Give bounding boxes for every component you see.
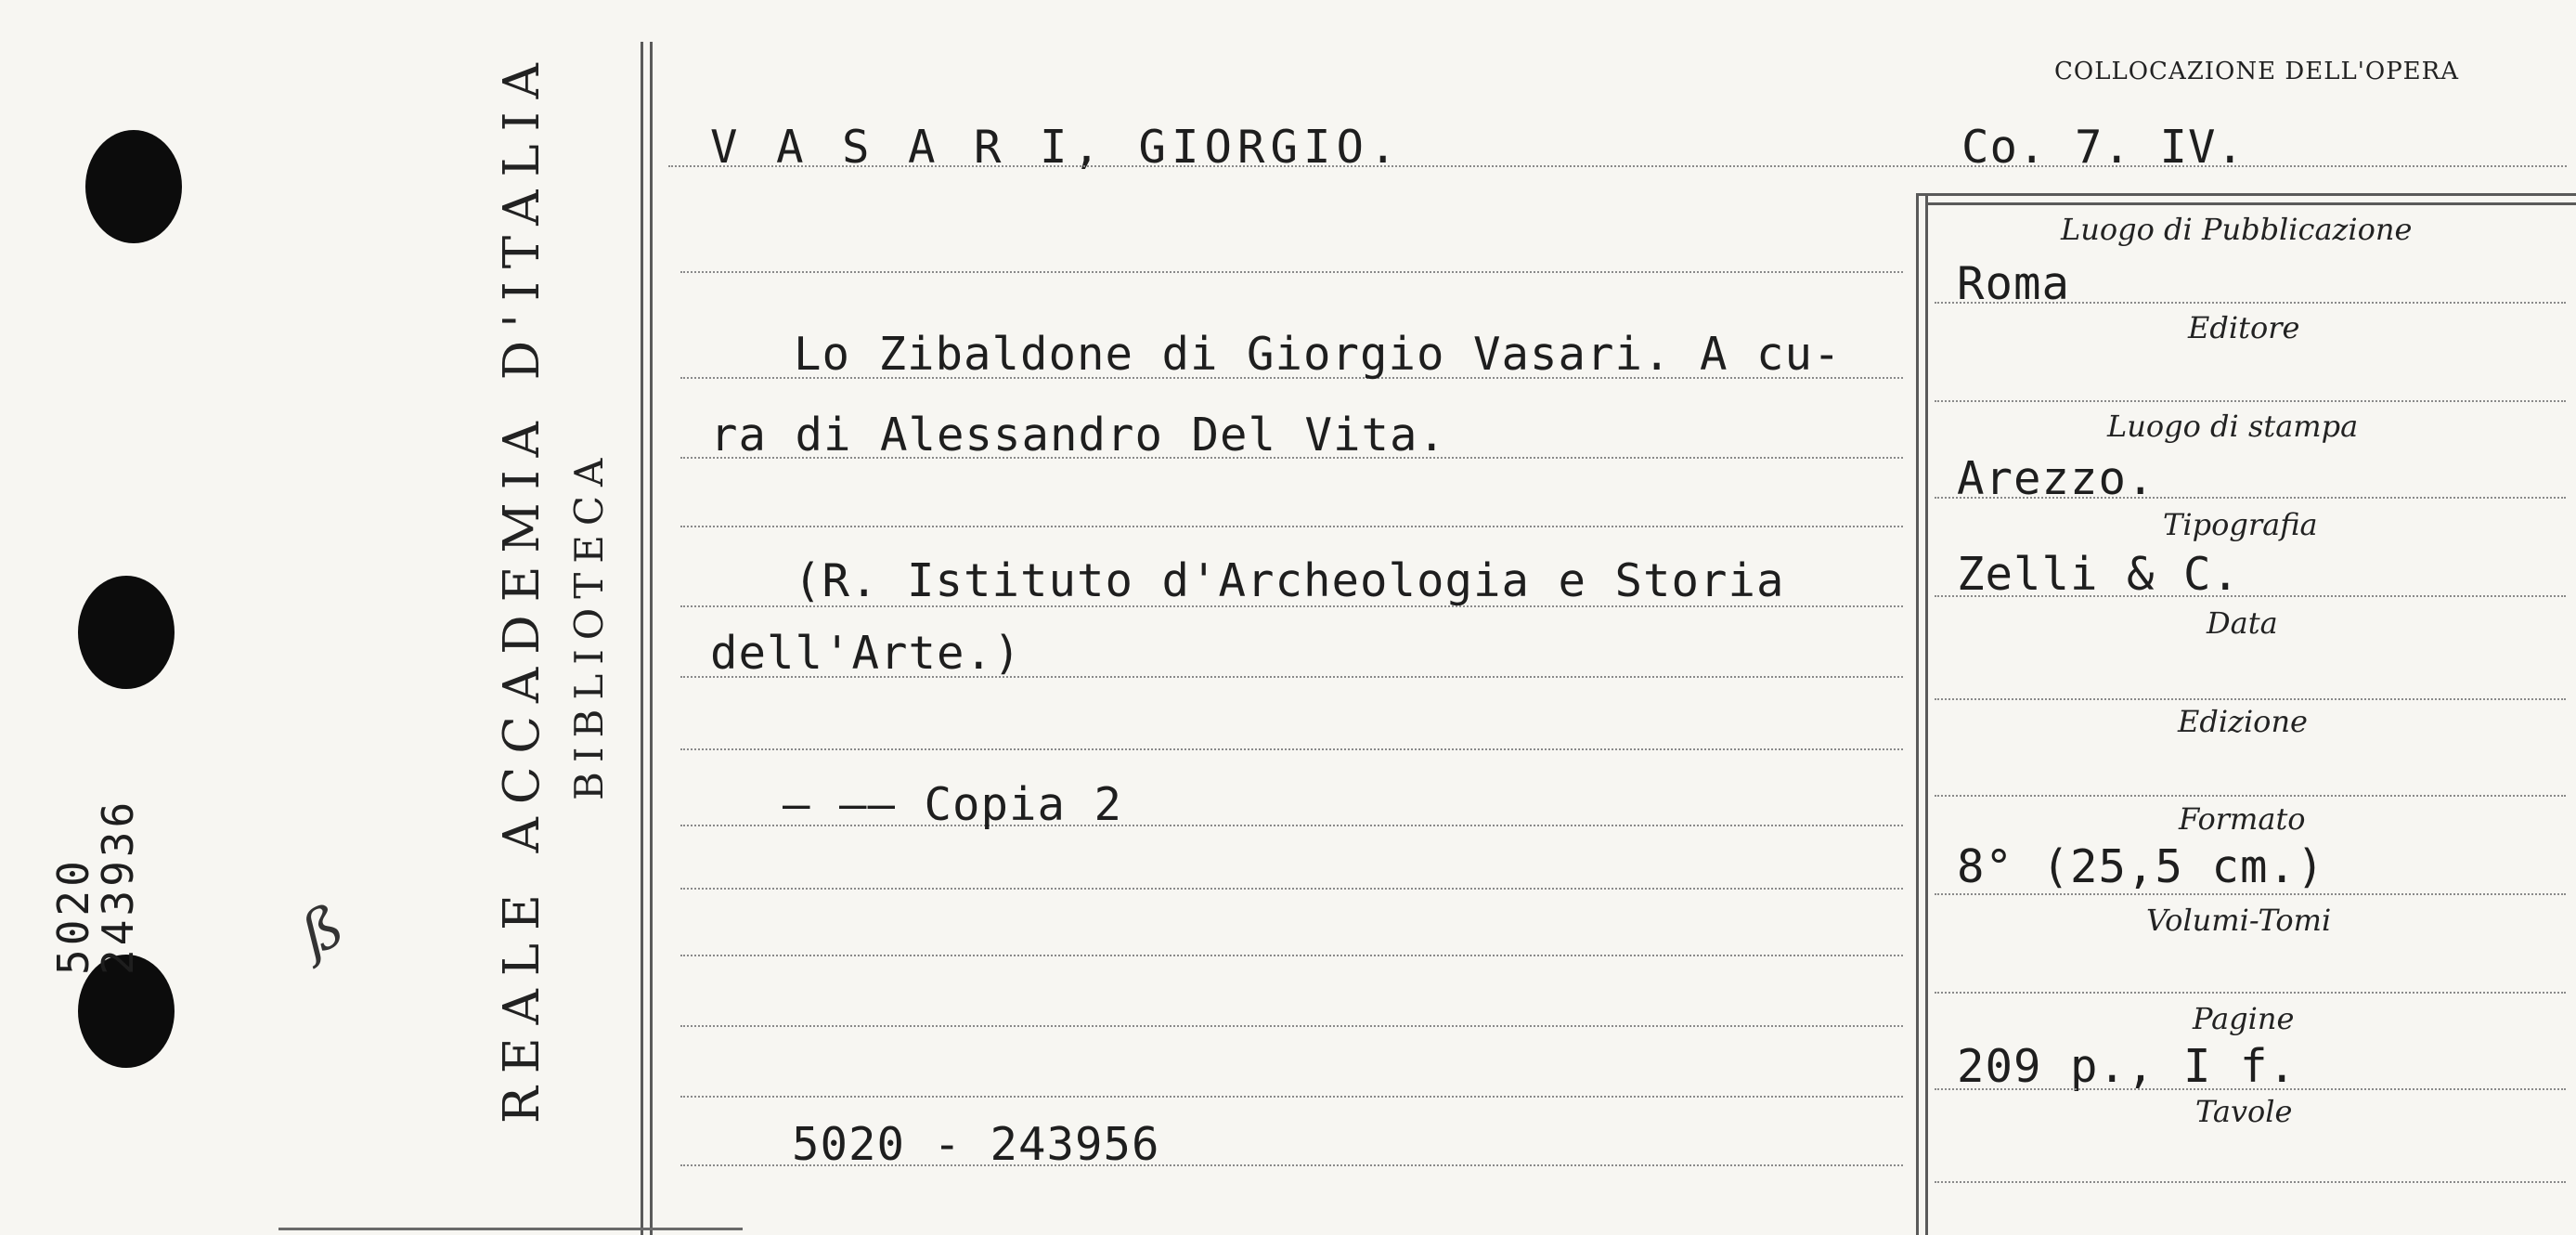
field-rule (1935, 992, 2566, 994)
library-name: BIBLIOTECA (566, 448, 612, 800)
field-label: Tipografia (2163, 507, 2318, 542)
rule-left-12 (680, 1096, 1903, 1098)
punch-hole-top (85, 130, 182, 243)
institution-name: REALE ACCADEMIA D'ITALIA (494, 50, 550, 1124)
field-rule (1935, 795, 2566, 797)
field-rule (1935, 698, 2566, 700)
inventory-number: 5020 - 243956 (792, 1118, 1160, 1171)
margin-number-5020: 5020 (48, 857, 98, 975)
field-value: Zelli & C. (1957, 548, 2241, 601)
field-label: Pagine (2193, 1001, 2295, 1036)
series-line-1: (R. Istituto d'Archeologia e Storia (794, 554, 1785, 607)
field-value: 209 p., I f. (1957, 1040, 2298, 1093)
title-line-1: Lo Zibaldone di Giorgio Vasari. A cu- (794, 328, 1842, 381)
field-rule (1935, 302, 2566, 304)
punch-hole-middle (78, 576, 175, 689)
field-label: Tavole (2195, 1094, 2293, 1129)
rule-left-9 (680, 888, 1903, 890)
field-value: Arezzo. (1957, 452, 2155, 505)
rule-author (668, 165, 2567, 167)
field-label: Editore (2188, 310, 2300, 345)
field-rule (1935, 893, 2566, 895)
margin-number-243936: 243936 (93, 798, 143, 975)
field-rule (1935, 595, 2566, 597)
handwritten-mark: ß (290, 890, 354, 969)
rule-left-4 (680, 526, 1903, 527)
field-label: Formato (2179, 801, 2306, 837)
field-rule (1935, 497, 2566, 499)
field-label: Luogo di stampa (2107, 409, 2359, 444)
right-box-top-border-inner (1925, 202, 2576, 205)
title-line-2: ra di Alessandro Del Vita. (710, 409, 1447, 462)
rule-left-11 (680, 1025, 1903, 1027)
field-rule (1935, 1088, 2566, 1090)
right-box-top-border (1916, 193, 2576, 196)
field-rule (1935, 400, 2566, 402)
left-border-line-outer (641, 42, 643, 1235)
right-box-line-outer (1916, 193, 1919, 1235)
shelfmark: Co. 7. IV. (1961, 121, 2246, 174)
right-box-line-inner (1925, 193, 1928, 1235)
bottom-edge-line (278, 1228, 743, 1230)
rule-left-1 (680, 271, 1903, 273)
collocation-label: COLLOCAZIONE DELL'OPERA (2054, 58, 2460, 85)
rule-left-10 (680, 955, 1903, 956)
copy-note: — —— Copia 2 (783, 778, 1123, 831)
field-label: Volumi-Tomi (2146, 903, 2332, 938)
field-label: Luogo di Pubblicazione (2061, 212, 2413, 247)
field-rule (1935, 1181, 2566, 1183)
author-heading: V A S A R I, GIORGIO. (710, 121, 1403, 174)
series-line-2: dell'Arte.) (710, 627, 1022, 680)
left-border-line-inner (650, 42, 653, 1235)
field-label: Data (2207, 605, 2278, 641)
field-value: 8° (25,5 cm.) (1957, 840, 2325, 893)
field-value: Roma (1957, 257, 2071, 310)
field-label: Edizione (2178, 704, 2308, 739)
rule-left-7 (680, 748, 1903, 750)
